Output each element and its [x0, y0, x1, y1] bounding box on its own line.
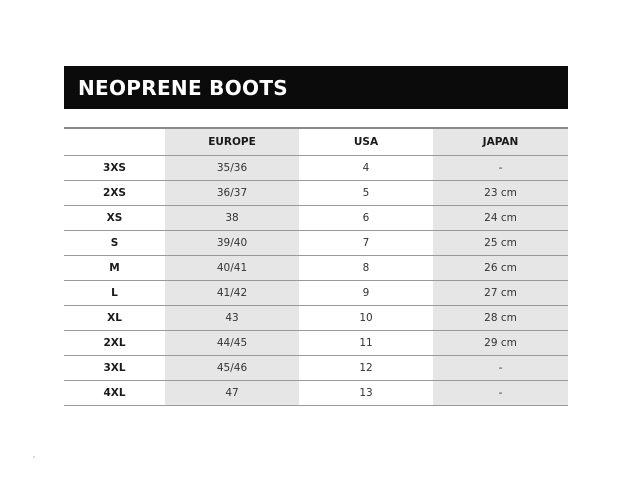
usa-cell: 7	[299, 231, 433, 256]
japan-cell: 24 cm	[433, 206, 568, 231]
size-cell: 3XS	[64, 156, 165, 181]
table-row	[64, 331, 568, 356]
europe-cell: 43	[165, 306, 299, 331]
size-cell: 2XL	[64, 331, 165, 356]
table-row	[64, 281, 568, 306]
europe-cell: 45/46	[165, 356, 299, 381]
table-row	[64, 181, 568, 206]
usa-cell: 5	[299, 181, 433, 206]
size-cell: 4XL	[64, 381, 165, 406]
size-cell: S	[64, 231, 165, 256]
europe-cell: 47	[165, 381, 299, 406]
table-row	[64, 206, 568, 231]
japan-cell: 28 cm	[433, 306, 568, 331]
usa-cell: 6	[299, 206, 433, 231]
size-table	[64, 127, 568, 406]
chart-title-bar	[64, 66, 568, 109]
usa-cell: 10	[299, 306, 433, 331]
header-size	[64, 128, 165, 156]
japan-cell: 26 cm	[433, 256, 568, 281]
europe-cell: 41/42	[165, 281, 299, 306]
table-row	[64, 256, 568, 281]
europe-cell: 36/37	[165, 181, 299, 206]
japan-cell: 27 cm	[433, 281, 568, 306]
header-usa: USA	[299, 128, 433, 156]
stray-dot	[33, 456, 35, 458]
table-row	[64, 156, 568, 181]
japan-cell: 25 cm	[433, 231, 568, 256]
usa-cell: 13	[299, 381, 433, 406]
europe-cell: 39/40	[165, 231, 299, 256]
table-row	[64, 231, 568, 256]
size-cell: XS	[64, 206, 165, 231]
header-japan: JAPAN	[433, 128, 568, 156]
table-row	[64, 381, 568, 406]
europe-cell: 44/45	[165, 331, 299, 356]
usa-cell: 8	[299, 256, 433, 281]
header-europe: EUROPE	[165, 128, 299, 156]
japan-cell: -	[433, 381, 568, 406]
size-cell: XL	[64, 306, 165, 331]
page-title: NEOPRENE BOOTS	[78, 75, 288, 100]
size-cell: 3XL	[64, 356, 165, 381]
size-cell: L	[64, 281, 165, 306]
europe-cell: 35/36	[165, 156, 299, 181]
usa-cell: 9	[299, 281, 433, 306]
europe-cell: 38	[165, 206, 299, 231]
header-row	[64, 128, 568, 156]
size-cell: 2XS	[64, 181, 165, 206]
usa-cell: 11	[299, 331, 433, 356]
japan-cell: 23 cm	[433, 181, 568, 206]
usa-cell: 12	[299, 356, 433, 381]
usa-cell: 4	[299, 156, 433, 181]
japan-cell: 29 cm	[433, 331, 568, 356]
size-cell: M	[64, 256, 165, 281]
japan-cell: -	[433, 156, 568, 181]
table-row	[64, 306, 568, 331]
table-row	[64, 356, 568, 381]
japan-cell: -	[433, 356, 568, 381]
europe-cell: 40/41	[165, 256, 299, 281]
